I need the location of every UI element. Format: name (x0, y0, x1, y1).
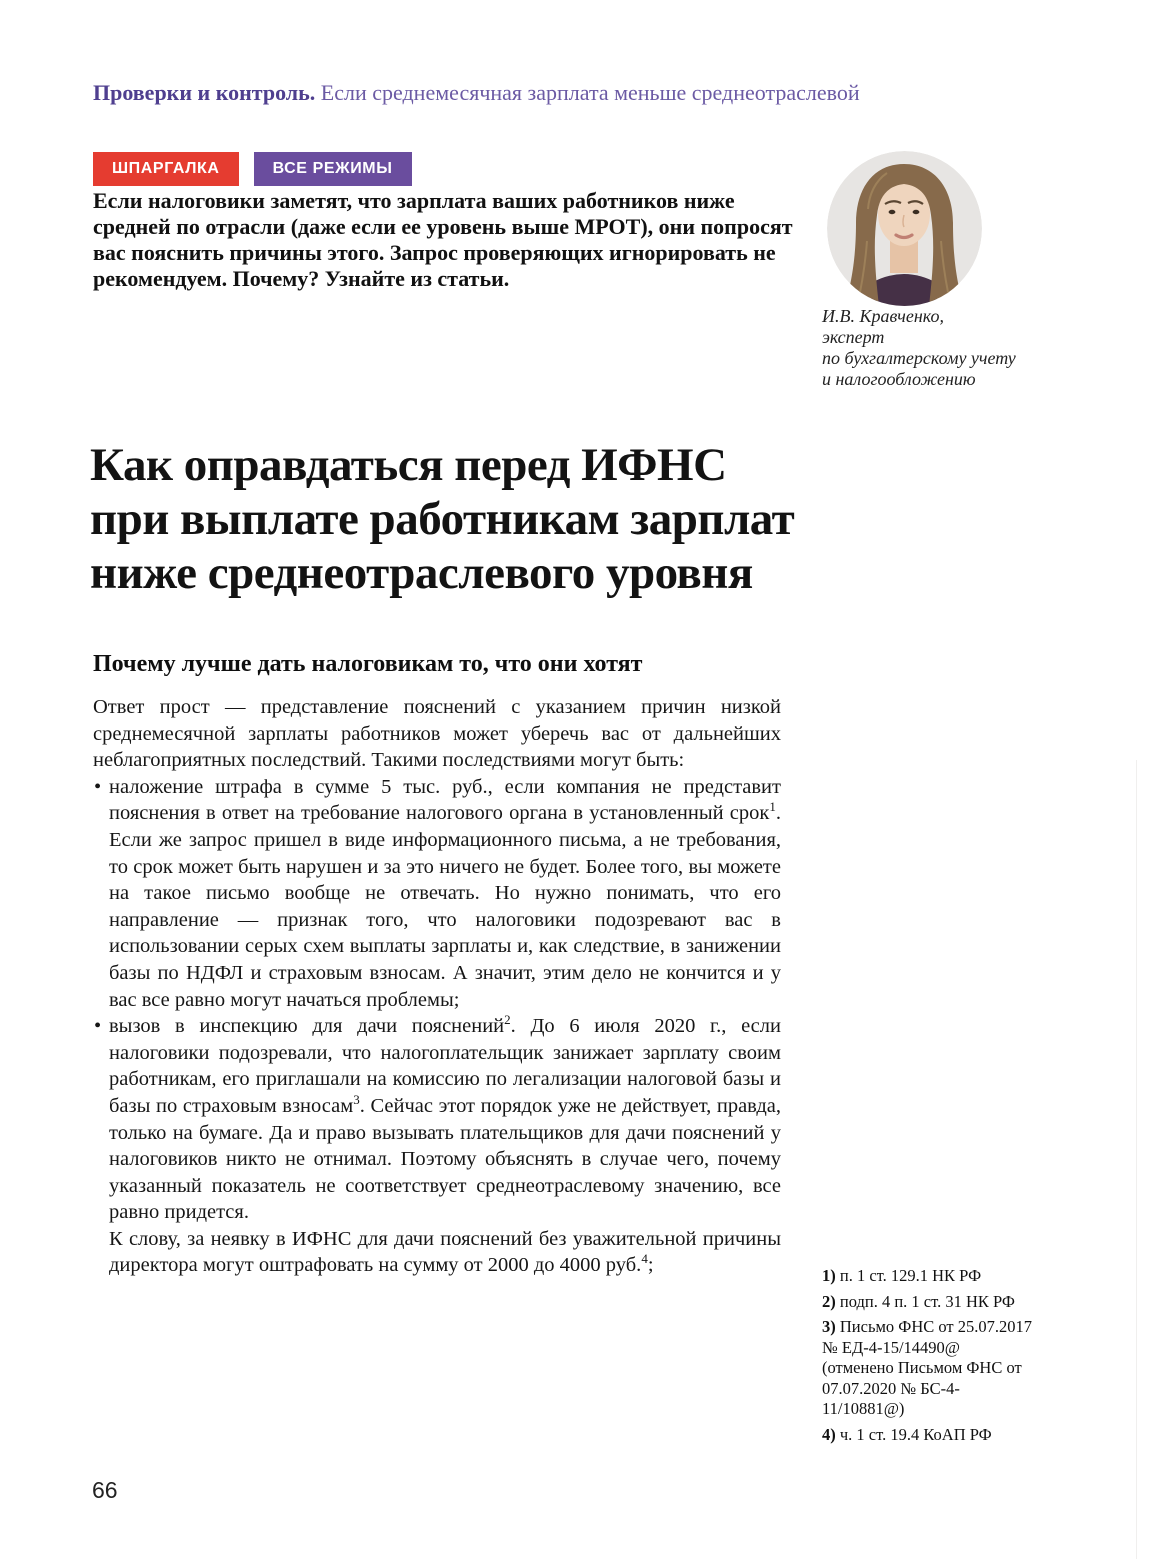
list-item: • наложение штрафа в сумме 5 тыс. руб., если компания не представит пояснения в ответ на требование налогового органа в установленный срок$^1$. Если же запрос пришел в виде информационного письма, а не требования, то срок может быть нарушен и за это ничего не будет. Более того, вы можете на такое письмо вообще не отвечать. Но нужно понимать, что его направление — признак того, что налоговики подозревают вас в использовании серых схем выплаты зарплаты и, как следствие, в занижении базы по НДФЛ и страховым взносам. А значит, этим дело не кончится и у вас все равно могут начаться проблемы; (93, 774, 781, 1013)
article-body (93, 650, 781, 1279)
page-edge-divider (1136, 760, 1137, 1559)
running-head-section: Проверки и контроль. (93, 80, 316, 105)
author-role: эксперт (822, 327, 885, 347)
author-role-line3: и налогообложению (822, 369, 976, 389)
footnote-marker: 1 (769, 799, 776, 815)
list-item: • вызов в инспекцию для дачи пояснений$^2$. До 6 июля 2020 г., если налоговики подозревали, что налогоплательщик занижает зарплату своим работникам, его приглашали на комиссию по легализации налоговой базы и базы по страховым взносам$^3$. Сейчас этот порядок уже не действует, правда, только на бумаге. Да и право вызывать плательщиков для дачи пояснений у налоговиков никто не отнимал. Поэтому объяснять в случае чего, почему указанный показатель не соответствует среднеотраслевому значению, все равно придется. (93, 1013, 781, 1226)
article-title (90, 438, 1100, 600)
article-title-line1: Как оправдаться перед ИФНС (90, 439, 727, 491)
article-title-line3: ниже среднеотраслевого уровня (90, 547, 753, 599)
footnote-marker: 3 (353, 1092, 360, 1108)
author-portrait-icon (827, 151, 982, 306)
footnote-marker: 4 (641, 1251, 648, 1267)
footnote-item: 3) Письмо ФНС от 25.07.2017 № ЕД-4-15/14490@ (отменено Письмом ФНС от 07.07.2020 № БС-4-11/10881@) (822, 1317, 1032, 1418)
author-photo (827, 151, 982, 306)
footnote-column (822, 1266, 1032, 1450)
page-number: 66 (92, 1477, 118, 1503)
badge-row (93, 152, 412, 186)
intro-paragraph: Если налоговики заметят, что зарплата ваших работников ниже средней по отрасли (даже если ее уровень выше МРОТ), они попросят вас пояснить причины этого. Запрос проверяющих игнорировать не рекомендуем. Почему? Узнайте из статьи. (93, 188, 793, 291)
badge-shpargalka: ШПАРГАЛКА (93, 152, 239, 186)
body-paragraph: Ответ прост — представление пояснений с указанием причин низкой среднемесячной зарплаты работников может уберечь вас от дальнейших неблагоприятных последствий. Такими последствиями могут быть: (93, 696, 781, 772)
badge-vse-rezhimy: ВСЕ РЕЖИМЫ (254, 152, 412, 186)
article-title-line2: при выплате работникам зарплат (90, 493, 795, 545)
footnote-marker: 2 (504, 1012, 511, 1028)
consequence-list (93, 774, 781, 1226)
running-head-subtitle: Если среднемесячная зарплата меньше среднеотраслевой (315, 80, 860, 105)
section-heading: Почему лучше дать налоговикам то, что они хотят (93, 651, 643, 677)
running-head (93, 80, 1093, 106)
author-name: И.В. Кравченко, (822, 306, 945, 326)
author-caption (822, 306, 1052, 390)
author-role-line2: по бухгалтерскому учету (822, 348, 1016, 368)
body-paragraph-closing: К слову, за неявку в ИФНС для дачи пояснений без уважительной причины директора могут оштрафовать на сумму от 2000 до 4000 руб.$^4$; (109, 1227, 781, 1277)
footnote-item: 4) ч. 1 ст. 19.4 КоАП РФ (822, 1424, 992, 1444)
footnote-item: 2) подп. 4 п. 1 ст. 31 НК РФ (822, 1291, 1015, 1311)
footnote-item: 1) п. 1 ст. 129.1 НК РФ (822, 1266, 982, 1285)
